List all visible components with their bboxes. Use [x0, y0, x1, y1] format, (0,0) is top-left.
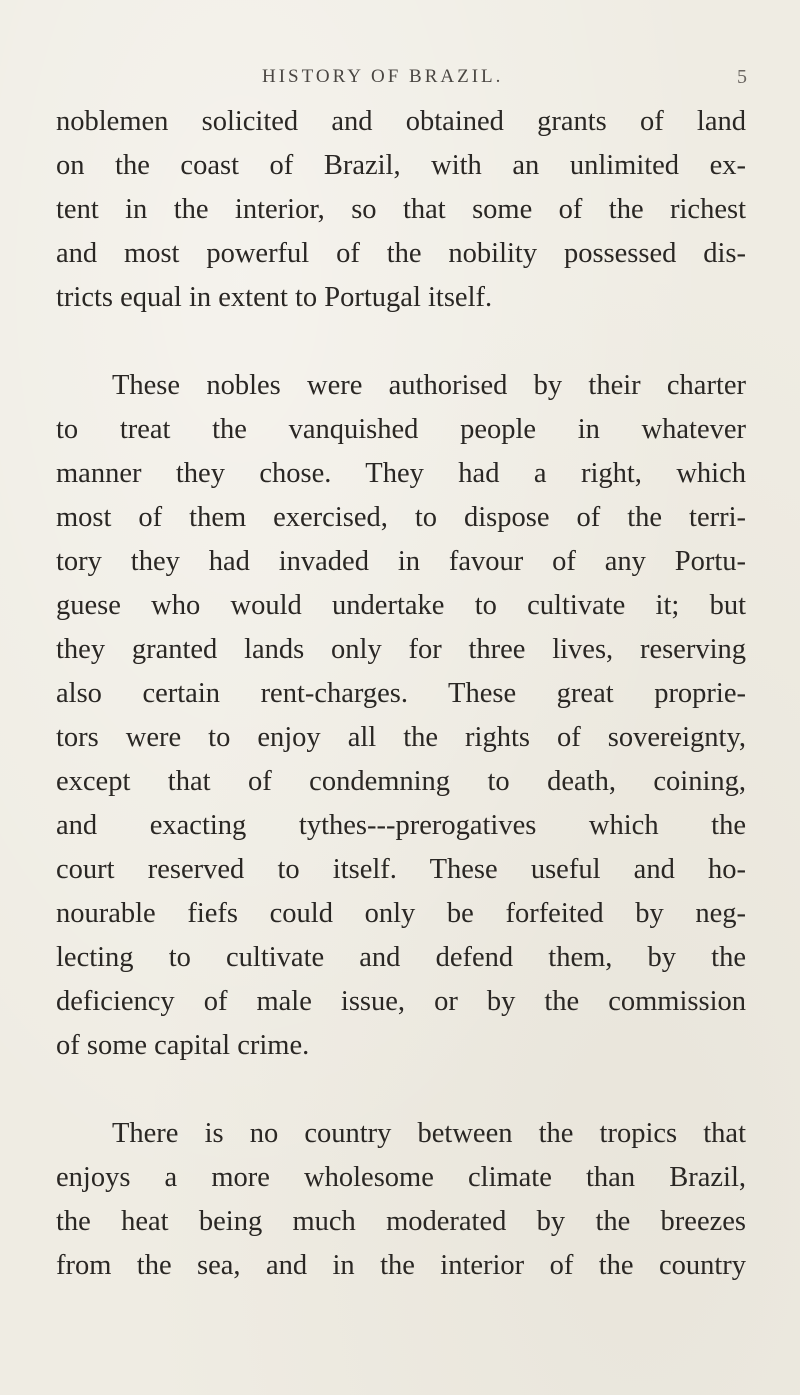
text-line: These nobles were authorised by their charter	[112, 370, 746, 401]
text-line: also certain rent-charges. These great proprie-	[56, 678, 746, 709]
text-line: guese who would undertake to cultivate it; but	[56, 590, 746, 621]
text-line: except that of condemning to death, coining,	[56, 766, 746, 797]
body-text	[56, 100, 746, 1288]
text-line: tent in the interior, so that some of the richest	[56, 194, 746, 225]
text-line: of some capital crime.	[56, 1030, 310, 1061]
text-line: nourable fiefs could only be forfeited by neg-	[56, 898, 746, 929]
paragraph-gap	[56, 1068, 746, 1112]
text-line: tory they had invaded in favour of any Portu-	[56, 546, 746, 577]
text-line: they granted lands only for three lives, reserving	[56, 634, 746, 665]
text-line: to treat the vanquished people in whatever	[56, 414, 746, 445]
text-line: most of them exercised, to dispose of the terri-	[56, 502, 746, 533]
paragraph-1	[56, 100, 746, 320]
page-number: 5	[737, 66, 747, 88]
paragraph-gap	[56, 320, 746, 364]
text-line: court reserved to itself. These useful and ho-	[56, 854, 746, 885]
text-line: from the sea, and in the interior of the country	[56, 1250, 746, 1281]
text-line: on the coast of Brazil, with an unlimited ex-	[56, 150, 746, 181]
paragraph-3	[56, 1112, 746, 1288]
text-line: and exacting tythes---prerogatives which the	[56, 810, 746, 841]
text-line: and most powerful of the nobility possessed dis-	[56, 238, 746, 269]
text-line: tors were to enjoy all the rights of sovereignty,	[56, 722, 746, 753]
text-line: enjoys a more wholesome climate than Brazil,	[56, 1162, 746, 1193]
running-head	[0, 66, 800, 96]
text-line: manner they chose. They had a right, which	[56, 458, 746, 489]
text-line: deficiency of male issue, or by the commission	[56, 986, 746, 1017]
text-line: There is no country between the tropics that	[112, 1118, 746, 1149]
running-title: HISTORY OF BRAZIL.	[262, 66, 504, 87]
text-line: tricts equal in extent to Portugal itself.	[56, 282, 493, 313]
text-line: lecting to cultivate and defend them, by the	[56, 942, 746, 973]
text-line: the heat being much moderated by the breezes	[56, 1206, 746, 1237]
paragraph-2	[56, 364, 746, 1068]
text-line: noblemen solicited and obtained grants of land	[56, 106, 746, 137]
